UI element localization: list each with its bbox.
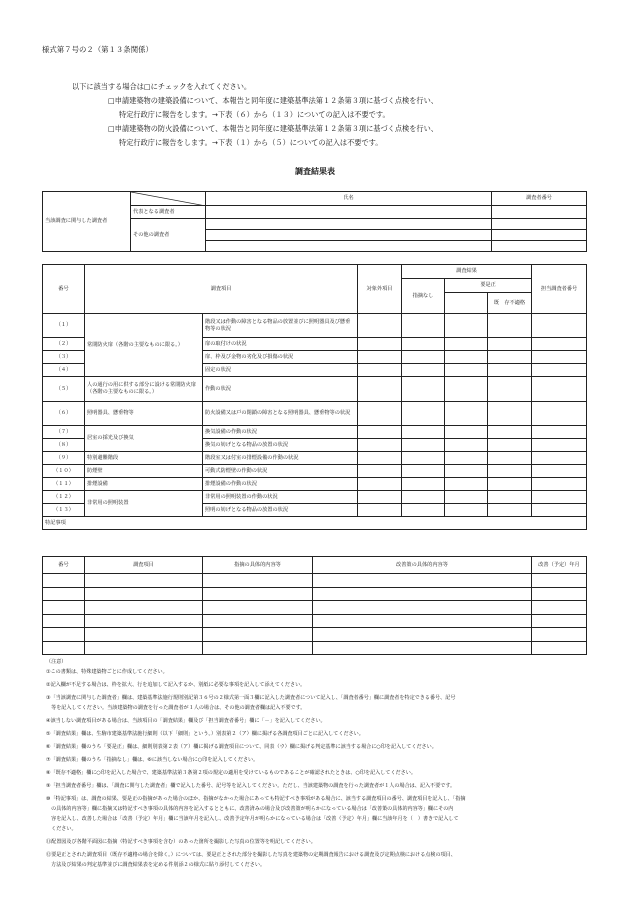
header-number: 番号 [43,265,85,314]
no-issue-cell[interactable] [402,478,445,491]
note-line: ③「当該調査に関与した調査者」欄は、建築基準法施行規則別記第３６号の２様式第一面３欄に記入した調査者について記入し、「調査者番号」欄に調査者を特定できる番号、記号 [46,695,456,701]
special-notes-table [42,556,587,655]
special-cell[interactable] [43,628,85,642]
special-notes-label: 特記事項 [43,517,587,530]
existing-cell[interactable] [488,402,532,426]
row-detail: 固定の状況 [203,364,358,377]
needs-fix-blank [445,293,488,314]
note-line: ⑨「担当調査者番号」欄は、「調査に関与した調査者」欄で記入した番号、記号等を記入してください。ただし、当該建築物の調査を行った調査者が１人の場合は、記入不要です。 [46,783,456,789]
na-cell[interactable] [358,364,402,377]
note-line: ⑦「調査結果」欄のうち「指摘なし」欄は、⑥に該当しない場合に○印を記入してください。 [46,757,259,763]
special-header-date: 改善（予定）年月 [532,557,587,574]
special-cell[interactable] [532,574,587,588]
note-line: ⑪配置図及び各階平面図に指摘（特記すべき事項を含む）のあった箇所を撮影した写真の位置等を明記してください。 [46,839,316,845]
no-issue-cell[interactable] [402,364,445,377]
rep-inspector-label: 代表となる調査者 [131,206,206,219]
no-issue-cell[interactable] [402,465,445,478]
header-not-applicable: 対象外項目 [358,265,402,314]
note-line: の具体的内容等」欄に指摘又は特記すべき事項の具体的内容を記入するとともに、改善済みの場合及び改善策が明らかになっている場合は「改善策の具体的内容等」欄にその内 [46,806,454,812]
special-cell[interactable] [203,587,313,601]
option-building-equipment[interactable]: □申請建築物の建築設備について、本報告と同年度に建築基準法第１２条第３項に基づく点検を行い、 [108,96,438,105]
row-number: （５） [43,377,85,402]
header-item: 調査項目 [85,265,358,314]
needs-fix-cell[interactable] [445,402,488,426]
inspector-cell[interactable] [532,402,587,426]
row-number: （９） [43,452,85,465]
other-inspector-name[interactable] [206,230,492,241]
no-issue-cell[interactable] [402,439,445,452]
special-cell[interactable] [43,614,85,628]
needs-fix-cell[interactable] [445,338,488,351]
needs-fix-cell[interactable] [445,364,488,377]
row-number: （１２） [43,491,85,504]
special-cell[interactable] [313,601,532,615]
row-detail: 換気設備の作動の状況 [203,426,358,439]
group-label: 常閉防火扉（各階の主要なものに限る。） [85,314,203,377]
special-cell[interactable] [203,574,313,588]
group-label: 人の通行の用に供する部分に設ける常閉防火扉（各階の主要なものに限る。） [85,377,203,402]
needs-fix-cell[interactable] [445,377,488,402]
inspector-cell[interactable] [532,439,587,452]
instruction-lead: 以下に該当する場合は□にチェックを入れてください。 [72,82,252,91]
row-detail: 防火設備又は戸の閉鎖の障害となる照明器具、懸垂物等の状況 [203,402,358,426]
na-cell[interactable] [358,478,402,491]
diagonal-cell [131,192,206,206]
na-cell[interactable] [358,491,402,504]
no-issue-cell[interactable] [402,338,445,351]
row-detail: 換気の妨げとなる物品の放置の状況 [203,439,358,452]
special-cell[interactable] [313,641,532,655]
col-number-header: 調査者番号 [492,192,587,206]
option-fire-equipment[interactable]: □申請建築物の防火設備について、本報告と同年度に建築基準法第１２条第３項に基づく点検を行い、 [108,124,438,133]
inspector-row-header: 当該調査に関与した調査者 [43,192,131,252]
note-line: ください。 [46,826,77,832]
no-issue-cell[interactable] [402,377,445,402]
note-line: ①この書類は、特殊建築物ごとに作成してください。 [46,669,168,675]
special-cell[interactable] [532,601,587,615]
group-label: 排煙設備 [85,478,203,491]
note-line: 方法及び結果の判定基準並びに調査結果表を定める件別添２の様式に貼り添付してください。 [46,862,266,868]
special-cell[interactable] [532,628,587,642]
note-line: ④該当しない調査項目がある場合は、当該項目の「調査結果」欄及び「担当調査者番号」欄に「－」を記入してください。 [46,718,326,724]
special-cell[interactable] [203,614,313,628]
no-issue-cell[interactable] [402,426,445,439]
other-inspector-number[interactable] [492,241,587,252]
na-cell[interactable] [358,338,402,351]
special-cell[interactable] [43,601,85,615]
existing-cell[interactable] [488,426,532,439]
existing-cell[interactable] [488,491,532,504]
row-detail: 排煙設備の作動の状況 [203,478,358,491]
na-cell[interactable] [358,426,402,439]
inspector-cell[interactable] [532,478,587,491]
existing-cell[interactable] [488,478,532,491]
inspector-cell[interactable] [532,314,587,338]
note-line: ⑥「調査結果」欄のうち「要是正」欄は、細則別表第２表（ア）欄に掲げる調査項目について、同表（ウ）欄に掲げる判定基準に該当する場合に○印を記入してください。 [46,744,437,750]
special-cell[interactable] [313,614,532,628]
special-cell[interactable] [85,601,203,615]
no-issue-cell[interactable] [402,452,445,465]
no-issue-cell[interactable] [402,402,445,426]
special-cell[interactable] [85,628,203,642]
no-issue-cell[interactable] [402,504,445,517]
rep-inspector-number[interactable] [492,206,587,219]
needs-fix-cell[interactable] [445,439,488,452]
rep-inspector-name[interactable] [206,206,492,219]
row-number: （７） [43,426,85,439]
special-cell[interactable] [203,641,313,655]
group-label: 防煙壁 [85,465,203,478]
note-line: ⑧「既存不適格」欄に○印を記入した場合で、建築基準法第３条第２項の規定の適用を受けているものであることが確認されたときは、○印を記入してください。 [46,770,416,776]
results-table [42,264,587,530]
inspector-cell[interactable] [532,491,587,504]
existing-cell[interactable] [488,351,532,364]
other-inspector-name[interactable] [206,219,492,230]
group-label: 非常用の照明装置 [85,491,203,517]
na-cell[interactable] [358,377,402,402]
na-cell[interactable] [358,504,402,517]
row-detail: 非常用の照明装置の作動の状況 [203,491,358,504]
row-detail: 階段又は作動の障害となる物品の放置並びに照明器具及び懸垂物等の状況 [203,314,358,338]
existing-cell[interactable] [488,314,532,338]
note-line: ⑫要是正とされた調査項目（既存不適格の場合を除く。）については、要是正とされた部分を撮影した写真を建築物の定期調査報告における調査及び定期点検における点検の項目、 [46,852,456,858]
inspector-cell[interactable] [532,465,587,478]
na-cell[interactable] [358,465,402,478]
header-no-issue: 指摘なし [402,279,445,314]
form-number: 様式第７号の２（第１３条関係） [42,45,153,54]
na-cell[interactable] [358,351,402,364]
row-number: （１３） [43,504,85,517]
group-label: 照明器具、懸垂物等 [85,402,203,426]
group-label: 特別避難階段 [85,452,203,465]
note-line: 等を記入してください。当該建築物の調査を行った調査者が１人の場合は、その他の調査者欄は記入不要です。 [46,705,306,711]
existing-cell[interactable] [488,338,532,351]
option-fire-equipment-note: 特定行政庁に報告をします。→下表（１）から（５）についての記入は不要です。 [119,138,383,147]
other-inspector-number[interactable] [492,230,587,241]
special-cell[interactable] [313,628,532,642]
no-issue-cell[interactable] [402,314,445,338]
notes-heading: （注意） [46,659,67,665]
other-inspector-number[interactable] [492,219,587,230]
special-cell[interactable] [203,628,313,642]
group-label: 居室の採光及び換気 [85,426,203,452]
needs-fix-cell[interactable] [445,491,488,504]
special-cell[interactable] [43,587,85,601]
existing-cell[interactable] [488,504,532,517]
header-result: 調査結果 [402,265,532,279]
special-cell[interactable] [85,574,203,588]
note-line: 容を記入し、改善した場合は「改善（予定）年月」欄に当該年月を記入し、改善予定年月が明らかになっている場合は「改善（予定）年月」欄に当該年月を（ ）書きで記入して [46,816,459,822]
row-number: （６） [43,402,85,426]
special-cell[interactable] [43,574,85,588]
needs-fix-cell[interactable] [445,314,488,338]
row-number: （４） [43,364,85,377]
special-cell[interactable] [532,614,587,628]
row-detail: 照明の妨げとなる物品の放置の状況 [203,504,358,517]
row-detail: 作動の状況 [203,377,358,402]
existing-cell[interactable] [488,364,532,377]
row-number: （３） [43,351,85,364]
na-cell[interactable] [358,314,402,338]
na-cell[interactable] [358,402,402,426]
note-line: ⑩「特記事項」は、調査の結果、要是正の指摘があった場合のほか、指摘がなかった場合にあっても特記すべき事項がある場合に、該当する調査項目の番号、調査項目を記入し、「指摘 [46,796,466,802]
row-detail: 階段室又は付室の排煙設備の作動の状況 [203,452,358,465]
row-number: （８） [43,439,85,452]
inspector-cell[interactable] [532,338,587,351]
existing-cell[interactable] [488,377,532,402]
inspector-cell[interactable] [532,452,587,465]
needs-fix-cell[interactable] [445,504,488,517]
page-title: 調査結果表 [295,167,335,176]
inspector-cell[interactable] [532,426,587,439]
needs-fix-cell[interactable] [445,478,488,491]
needs-fix-cell[interactable] [445,426,488,439]
special-header-item: 調査項目 [85,557,203,574]
na-cell[interactable] [358,439,402,452]
option-building-equipment-note: 特定行政庁に報告をします。→下表（６）から（１３）についての記入は不要です。 [119,110,390,119]
inspector-cell[interactable] [532,377,587,402]
special-cell[interactable] [532,587,587,601]
special-cell[interactable] [313,574,532,588]
needs-fix-cell[interactable] [445,452,488,465]
header-needs-fix: 要是正 [445,279,532,293]
row-number: （２） [43,338,85,351]
special-cell[interactable] [313,587,532,601]
header-inspector-number: 担当調査者番号 [532,265,587,314]
needs-fix-cell[interactable] [445,465,488,478]
row-detail: 可動式防煙壁の作動の状況 [203,465,358,478]
inspector-table [42,191,587,252]
header-existing-noncompliant: 既 存不適格 [488,293,532,314]
row-detail: 扉の取付けの状況 [203,338,358,351]
special-header-improvement: 改善策の具体的内容等 [313,557,532,574]
special-header-number: 番号 [43,557,85,574]
special-cell[interactable] [43,641,85,655]
existing-cell[interactable] [488,452,532,465]
inspector-cell[interactable] [532,364,587,377]
row-detail: 扉、枠及び金物の劣化及び損傷の状況 [203,351,358,364]
col-name-header: 氏名 [206,192,492,206]
no-issue-cell[interactable] [402,491,445,504]
note-line: ⑤「調査結果」欄は、生駒市建築基準法施行細則（以下「細則」という。）別表第２（ア）欄に掲げる各調査項目ごとに記入してください。 [46,731,364,737]
note-line: ②記入欄が不足する場合は、枠を拡大、行を追加して記入するか、別紙に必要な事項を記入して添えてください。 [46,682,306,688]
inspector-cell[interactable] [532,504,587,517]
existing-cell[interactable] [488,465,532,478]
other-inspector-name[interactable] [206,241,492,252]
special-cell[interactable] [85,641,203,655]
special-cell[interactable] [532,641,587,655]
needs-fix-cell[interactable] [445,351,488,364]
special-cell[interactable] [203,601,313,615]
inspector-cell[interactable] [532,351,587,364]
special-header-detail: 指摘の具体的内容等 [203,557,313,574]
row-number: （１１） [43,478,85,491]
special-cell[interactable] [85,614,203,628]
row-number: （１０） [43,465,85,478]
other-inspector-label: その他の調査者 [131,219,206,252]
special-cell[interactable] [85,587,203,601]
existing-cell[interactable] [488,439,532,452]
no-issue-cell[interactable] [402,351,445,364]
na-cell[interactable] [358,452,402,465]
row-number: （１） [43,314,85,338]
